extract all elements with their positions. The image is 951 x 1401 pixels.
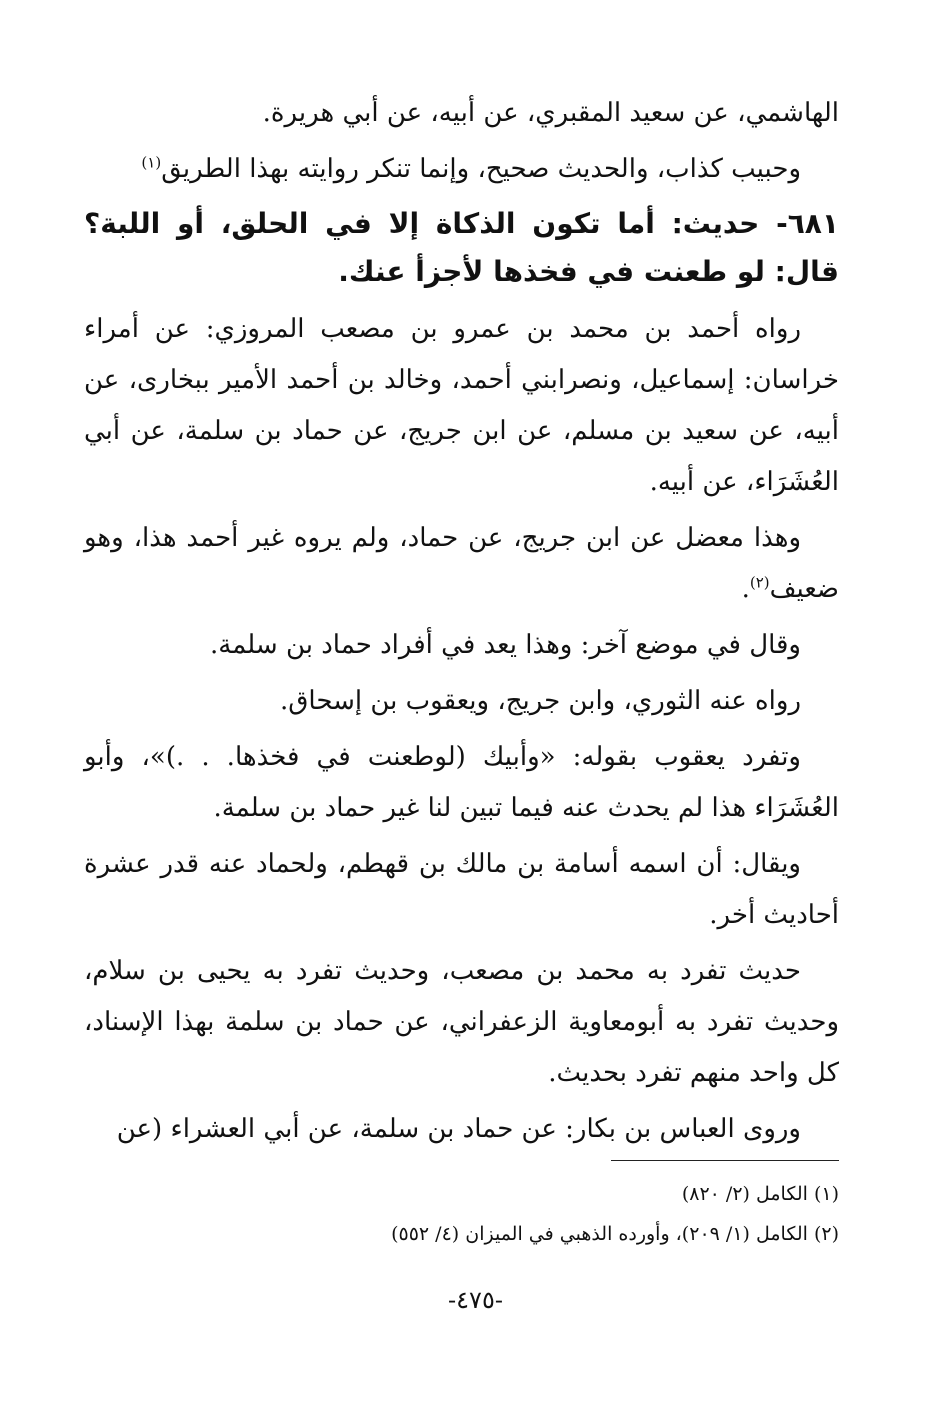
paragraph-7: [84, 732, 839, 834]
hadith-heading-681: [84, 200, 839, 296]
paragraph-text: حديث تفرد به محمد بن مصعب، وحديث تفرد به يحيى بن سلام، وحديث تفرد به أبومعاوية الزعفراني، عن حماد بن سلمة بهذا الإسناد، كل واحد منهم تفرد بحديث.: [84, 956, 839, 1088]
paragraph-text: وقال في موضع آخر: وهذا يعد في أفراد حماد بن سلمة.: [210, 630, 801, 660]
paragraph-text: وحبيب كذاب، والحديث صحيح، وإنما تنكر روايته بهذا الطريق: [161, 154, 801, 184]
paragraph-10: [84, 1104, 839, 1155]
paragraph-4: [84, 513, 839, 615]
footnote-1: (١) الكامل (٢/ ٨٢٠): [681, 1183, 839, 1205]
footnotes: [84, 1174, 839, 1254]
paragraph-text: وهذا معضل عن ابن جريج، عن حماد، ولم يروه غير أحمد هذا، وهو ضعيف: [84, 523, 839, 604]
footnote-2: (٢) الكامل (١/ ٢٠٩)، وأورده الذهبي في الميزان (٤/ ٥٥٢): [391, 1223, 839, 1245]
paragraph-2: [84, 144, 839, 195]
footnote-ref-2: (٢): [749, 573, 770, 592]
page-number: -٤٧٥-: [448, 1286, 503, 1314]
paragraph-text: وتفرد يعقوب بقوله: «وأبيك (لوطعنت في فخذها. . .)»، وأبو العُشَرَاء هذا لم يحدث عنه فيما تبين لنا غير حماد بن سلمة.: [84, 742, 839, 823]
hadith-heading-text: ٦٨١- حديث: أما تكون الذكاة إلا في الحلق، أو اللبة؟ قال: لو طعنت في فخذها لأجزأ عنك.: [84, 207, 839, 288]
paragraph-text: الهاشمي، عن سعيد المقبري، عن أبيه، عن أبي هريرة.: [262, 98, 839, 128]
paragraph-text: رواه أحمد بن محمد بن عمرو بن مصعب المروزي: عن أمراء خراسان: إسماعيل، ونصرابني أحمد، وخالد بن أحمد الأمير ببخارى، عن أبيه، عن سعيد بن مسلم، عن ابن جريج، عن حماد بن سلمة، عن أبي العُشَرَاء، عن أبيه.: [84, 314, 839, 497]
paragraph-6: [84, 676, 839, 727]
footnote-divider: [611, 1160, 839, 1161]
paragraph-9: [84, 946, 839, 1099]
footnote-ref-1: (١): [141, 153, 162, 172]
paragraph-tail: .: [741, 574, 750, 604]
paragraph-text: وروى العباس بن بكار: عن حماد بن سلمة، عن أبي العشراء (عن: [116, 1114, 801, 1144]
paragraph-text: ويقال: أن اسمه أسامة بن مالك بن قهطم، ولحماد عنه قدر عشرة أحاديث أخر.: [84, 849, 839, 930]
paragraph-3: [84, 304, 839, 508]
body-text: [84, 88, 839, 1160]
paragraph-1: [84, 88, 839, 139]
paragraph-text: رواه عنه الثوري، وابن جريج، ويعقوب بن إسحاق.: [279, 686, 801, 716]
paragraph-8: [84, 839, 839, 941]
paragraph-5: [84, 620, 839, 671]
